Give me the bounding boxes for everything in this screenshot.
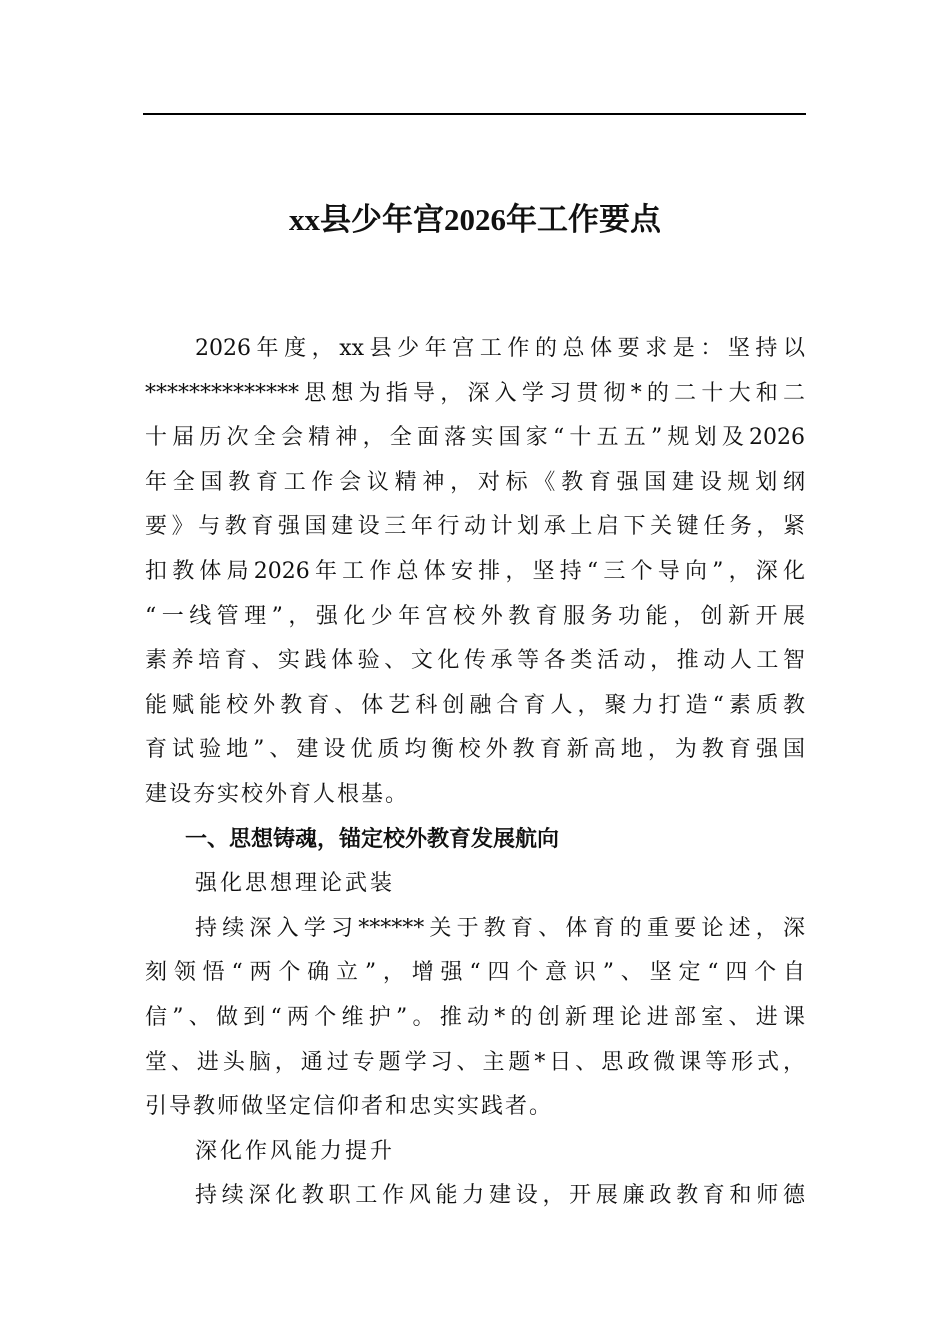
paragraph-line: 能赋能校外教育、体艺科创融合育人，聚力打造“素质教	[145, 692, 805, 718]
header-rule	[143, 113, 806, 115]
paragraph-line: 年全国教育工作会议精神，对标《教育强国建设规划纲	[145, 469, 805, 495]
paragraph-line: 扣教体局2026年工作总体安排，坚持“三个导向”，深化	[145, 558, 805, 584]
document-body	[145, 327, 805, 1219]
paragraph-line: “一线管理”，强化少年宫校外教育服务功能，创新开展	[145, 603, 805, 629]
paragraph-line: 素养培育、实践体验、文化传承等各类活动，推动人工智	[145, 648, 805, 674]
document-title: xx县少年宫2026年工作要点	[289, 202, 661, 237]
paragraph-line: 引导教师做坚定信仰者和忠实实践者。	[145, 1094, 554, 1120]
paragraph-line: **************思想为指导，深入学习贯彻*的二十大和二	[145, 380, 805, 406]
paragraph-line: 持续深入学习******关于教育、体育的重要论述，深	[195, 915, 805, 941]
paragraph-line: 信”、做到“两个维护”。推动*的创新理论进部室、进课	[145, 1004, 805, 1030]
paragraph-line: 堂、进头脑，通过专题学习、主题*日、思政微课等形式，	[145, 1049, 805, 1075]
paragraph-line: 2026年度，xx县少年宫工作的总体要求是：坚持以	[195, 336, 805, 361]
paragraph-line: 建设夯实校外育人根基。	[145, 781, 410, 807]
paragraph-line: 要》与教育强国建设三年行动计划承上启下关键任务，紧	[145, 514, 805, 540]
subsection-heading: 深化作风能力提升	[195, 1138, 396, 1164]
subsection-heading: 强化思想理论武装	[195, 871, 396, 897]
paragraph-line: 十届历次全会精神，全面落实国家“十五五”规划及2026	[145, 425, 805, 451]
paragraph-line: 育试验地”、建设优质均衡校外教育新高地，为教育强国	[145, 737, 805, 763]
section-heading: 一、思想铸魂，锚定校外教育发展航向	[185, 826, 560, 852]
paragraph-line: 持续深化教职工作风能力建设，开展廉政教育和师德	[195, 1183, 805, 1209]
paragraph-line: 刻领悟“两个确立”，增强“四个意识”、坚定“四个自	[145, 960, 805, 986]
